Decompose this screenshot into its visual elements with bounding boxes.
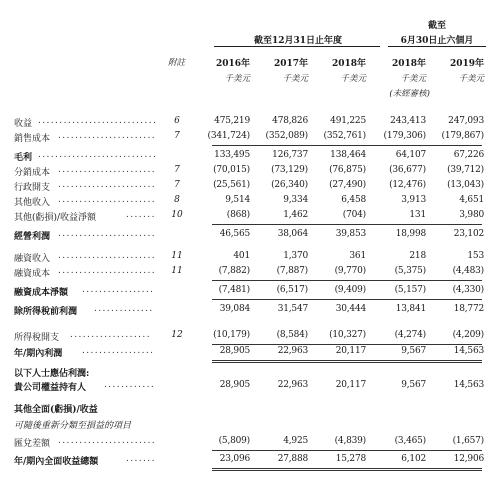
subtotal-rule (212, 224, 482, 225)
row-label: 融資收入 (14, 254, 51, 264)
cell-2018-h1: 218 (409, 251, 426, 261)
cell-2018: 20,117 (335, 380, 366, 390)
cell-2018-h1: (5,375) (394, 266, 426, 276)
double-rule-top (212, 468, 482, 469)
table-row (0, 436, 486, 450)
row-note: 11 (171, 266, 183, 276)
cell-2016: 28,905 (219, 346, 250, 356)
leader-dots: ....................... (58, 180, 156, 190)
cell-2019-h1: 4,651 (459, 195, 484, 205)
cell-2018-h1: (36,677) (389, 165, 426, 175)
cell-2016: (7,481) (218, 285, 250, 295)
unit-2018-h1: 千美元 (400, 74, 426, 84)
row-label: 其他收入 (14, 198, 51, 208)
table-row (0, 229, 486, 243)
table-row (0, 195, 486, 209)
cell-2016: (7,882) (218, 266, 250, 276)
table-row (0, 366, 486, 380)
cell-2018: (10,327) (329, 330, 366, 340)
cell-2018: 361 (349, 251, 366, 261)
leader-dots: ....... (126, 454, 156, 464)
cell-2019-h1: 67,226 (453, 150, 484, 160)
cell-2018-h1: 64,107 (395, 150, 426, 160)
cell-2017: (7,887) (276, 266, 308, 276)
table-row (0, 210, 486, 224)
cell-2017: (8,584) (276, 330, 308, 340)
row-label: 年/期內利潤 (14, 349, 63, 359)
cell-2018-h1: (12,476) (389, 180, 426, 190)
cell-2016: 133,495 (214, 150, 250, 160)
cell-2016: 401 (233, 251, 250, 261)
unaudited-note: (未經審核) (389, 89, 430, 99)
cell-2019-h1: (4,209) (452, 330, 484, 340)
cell-2017: 22,963 (277, 346, 308, 356)
leader-dots: ....................... (58, 131, 156, 141)
cell-2018-h1: 3,913 (401, 195, 426, 205)
cell-2018: (352,761) (323, 131, 366, 141)
cell-2017: 4,925 (283, 436, 308, 446)
cell-2019-h1: 23,102 (453, 229, 484, 239)
table-row (0, 380, 486, 394)
cell-2016: 28,905 (219, 380, 250, 390)
table-row (0, 402, 486, 416)
cell-2018: 491,225 (330, 116, 366, 126)
cell-2017: 478,826 (272, 116, 308, 126)
cell-2018-h1: (5,157) (394, 285, 426, 295)
cell-2018: (9,770) (334, 266, 366, 276)
leader-dots: ....................... (58, 266, 156, 276)
note-column-header: 附註 (168, 58, 186, 68)
cell-2017: (26,340) (271, 180, 308, 190)
table-row (0, 150, 486, 164)
double-rule-top (212, 360, 482, 361)
six-months-header-rule (388, 46, 486, 47)
cell-2019-h1: 18,772 (453, 304, 484, 314)
table-row (0, 251, 486, 265)
cell-2019-h1: 14,563 (453, 346, 484, 356)
table-row (0, 346, 486, 360)
year-header-2019-h1: 2019年 (449, 59, 484, 69)
cell-2018-h1: 9,567 (401, 346, 426, 356)
unit-2016: 千美元 (224, 74, 250, 84)
subtotal-rule (212, 344, 482, 345)
table-row (0, 304, 486, 318)
row-note: 11 (171, 251, 183, 261)
cell-2017: 9,334 (283, 195, 308, 205)
cell-2018-h1: 243,413 (390, 116, 426, 126)
cell-2019-h1: 12,906 (453, 454, 484, 464)
row-label: 以下人士應佔利潤: (14, 369, 90, 379)
cell-2017: 126,737 (272, 150, 308, 160)
cell-2016: (25,561) (213, 180, 250, 190)
cell-2019-h1: 153 (467, 251, 484, 261)
unit-2018: 千美元 (340, 74, 366, 84)
cell-2017: 1,462 (283, 210, 308, 220)
cell-2018: 20,117 (335, 346, 366, 356)
row-note: 7 (174, 180, 180, 190)
row-label: 融資成本 (14, 269, 51, 279)
row-label: 收益 (14, 119, 33, 129)
cell-2019-h1: 247,093 (448, 116, 484, 126)
cell-2019-h1: (13,043) (447, 180, 484, 190)
cell-2016: 46,565 (219, 229, 250, 239)
cell-2018-h1: 6,102 (401, 454, 426, 464)
cell-2016: 475,219 (214, 116, 250, 126)
row-note: 7 (174, 165, 180, 175)
cell-2017: 38,064 (277, 229, 308, 239)
cell-2018: (704) (342, 210, 366, 220)
leader-dots: ................. (82, 346, 155, 356)
cell-2018-h1: 18,998 (395, 229, 426, 239)
cell-2019-h1: (39,712) (447, 165, 484, 175)
full-year-header-rule (214, 46, 380, 47)
row-label: 分銷成本 (14, 168, 51, 178)
leader-dots: ............................ (38, 150, 158, 160)
subtotal-rule (212, 299, 482, 300)
table-row (0, 180, 486, 194)
cell-2018: (76,875) (329, 165, 366, 175)
row-label: 貴公司權益持有人 (14, 383, 87, 393)
cell-2018-h1: 13,841 (395, 304, 426, 314)
cell-2018: (4,839) (334, 436, 366, 446)
leader-dots: ....................... (58, 436, 156, 446)
cell-2017: 27,888 (277, 454, 308, 464)
cell-2018-h1: (179,306) (383, 131, 426, 141)
leader-dots: ................... (70, 330, 151, 340)
cell-2018-h1: 9,567 (401, 380, 426, 390)
six-months-group-header-line1: 截至 (427, 21, 446, 31)
leader-dots: ....................... (58, 229, 156, 239)
row-label: 所得稅開支 (14, 333, 60, 343)
unit-2017: 千美元 (282, 74, 308, 84)
cell-2018: (9,409) (334, 285, 366, 295)
cell-2019-h1: 14,563 (453, 380, 484, 390)
row-note: 7 (174, 131, 180, 141)
table-row (0, 131, 486, 145)
double-rule-bottom (212, 362, 482, 363)
cell-2018: 138,464 (330, 150, 366, 160)
cell-2016: 9,514 (225, 195, 250, 205)
leader-dots: .............. (94, 304, 154, 314)
cell-2016: 23,096 (219, 454, 250, 464)
cell-2019-h1: (4,483) (452, 266, 484, 276)
table-row (0, 116, 486, 130)
leader-dots: ................. (82, 285, 155, 295)
cell-2018: 15,278 (335, 454, 366, 464)
row-label: 毛利 (14, 153, 33, 163)
cell-2018-h1: (3,465) (394, 436, 426, 446)
row-label: 其他全面(虧損)/收益 (14, 405, 98, 415)
cell-2016: 39,084 (219, 304, 250, 314)
cell-2018-h1: (4,274) (394, 330, 426, 340)
leader-dots: ....................... (58, 251, 156, 261)
cell-2019-h1: 3,980 (459, 210, 484, 220)
row-label: 年/期內全面收益總額 (14, 457, 99, 467)
cell-2017: (6,517) (276, 285, 308, 295)
row-label: 經營利潤 (14, 232, 51, 242)
cell-2017: (352,089) (265, 131, 308, 141)
cell-2016: (341,724) (207, 131, 250, 141)
cell-2017: 31,547 (277, 304, 308, 314)
cell-2019-h1: (4,330) (452, 285, 484, 295)
subtotal-rule (212, 280, 482, 281)
cell-2019-h1: (1,657) (452, 436, 484, 446)
row-label: 匯兌差額 (14, 439, 51, 449)
year-header-2018-h1: 2018年 (391, 59, 426, 69)
table-row (0, 330, 486, 344)
row-note: 8 (174, 195, 180, 205)
cell-2018-h1: 131 (409, 210, 426, 220)
row-label: 可隨後重新分類至損益的項目 (14, 421, 132, 431)
leader-dots: ....... (126, 210, 156, 220)
cell-2018: 30,444 (335, 304, 366, 314)
cell-2019-h1: (179,867) (441, 131, 484, 141)
cell-2017: 22,963 (277, 380, 308, 390)
row-label: 其他(虧損)/收益淨額 (14, 213, 97, 223)
row-label: 融資成本淨額 (14, 288, 69, 298)
table-row (0, 165, 486, 179)
table-row (0, 285, 486, 299)
table-row (0, 454, 486, 468)
full-year-group-header: 截至12月31日止年度 (253, 36, 343, 46)
six-months-group-header-line2: 6月30日止六個月 (400, 36, 474, 46)
leader-dots: ....................... (58, 195, 156, 205)
cell-2016: (868) (226, 210, 250, 220)
row-note: 10 (171, 210, 183, 220)
cell-2018: 6,458 (341, 195, 366, 205)
row-note: 12 (171, 330, 183, 340)
double-rule-bottom (212, 470, 482, 471)
year-header-2017: 2017年 (273, 59, 308, 69)
cell-2017: 1,370 (283, 251, 308, 261)
table-row (0, 266, 486, 280)
cell-2018: (27,490) (329, 180, 366, 190)
row-note: 6 (174, 116, 180, 126)
year-header-2018: 2018年 (331, 59, 366, 69)
cell-2016: (5,809) (218, 436, 250, 446)
row-label: 行政開支 (14, 183, 51, 193)
table-row (0, 418, 486, 432)
cell-2017: (73,129) (271, 165, 308, 175)
leader-dots: ....................... (58, 165, 156, 175)
leader-dots: ............................ (38, 116, 158, 126)
cell-2016: (10,179) (213, 330, 250, 340)
cell-2018: 39,853 (335, 229, 366, 239)
year-header-2016: 2016年 (215, 59, 250, 69)
row-label: 銷售成本 (14, 134, 51, 144)
cell-2016: (70,015) (213, 165, 250, 175)
subtotal-rule (212, 450, 482, 451)
unit-2019-h1: 千美元 (458, 74, 484, 84)
leader-dots: ............ (104, 380, 156, 390)
row-label: 除所得稅前利潤 (14, 307, 78, 317)
subtotal-rule (212, 145, 482, 146)
